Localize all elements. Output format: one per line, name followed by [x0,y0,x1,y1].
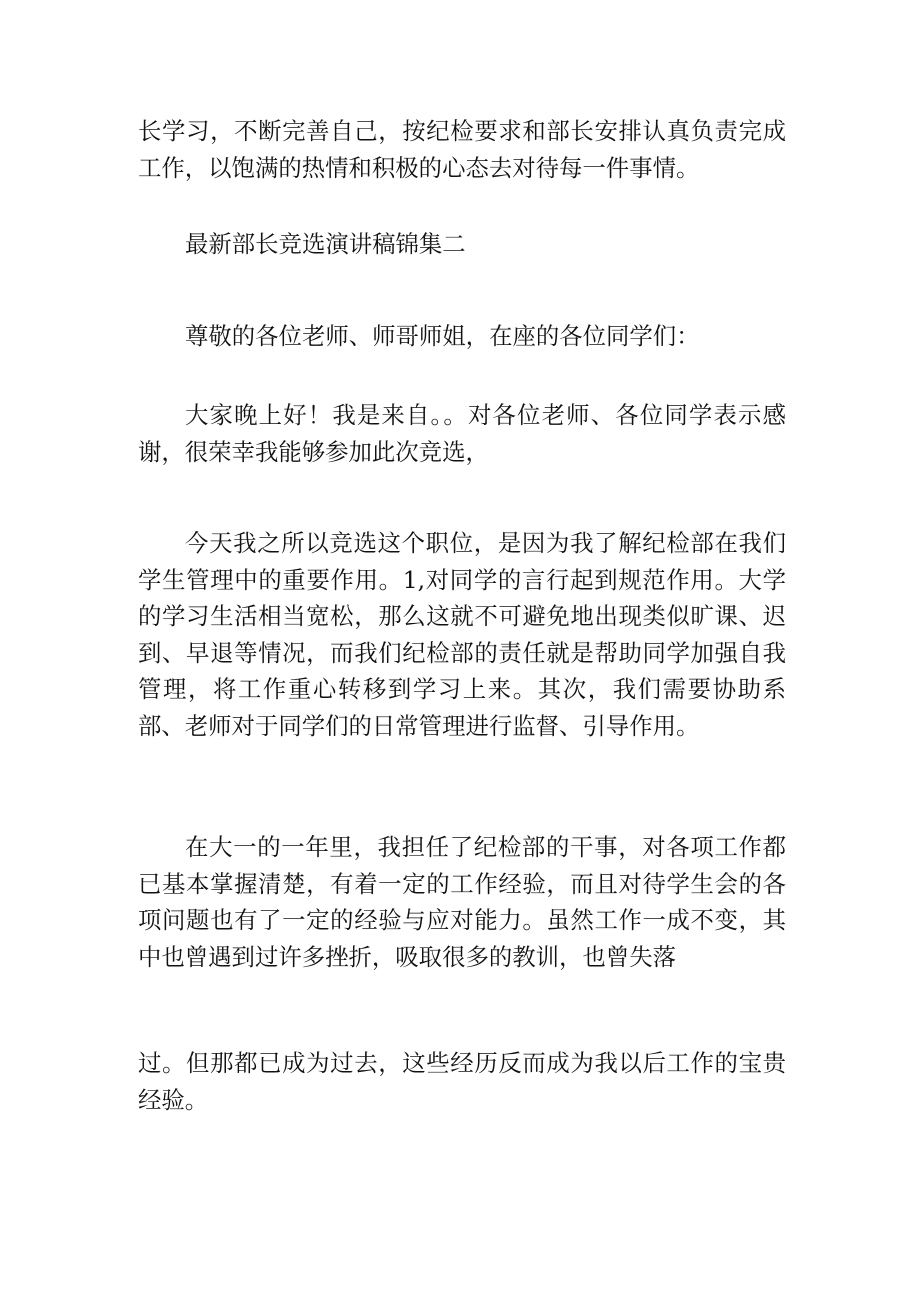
body-paragraph-experience: 在大一的一年里，我担任了纪检部的干事，对各项工作都已基本掌握清楚，有着一定的工作经验，而且对待学生会的各项问题也有了一定的经验与应对能力。虽然工作一成不变，其中也曾遇到过许多挫折，吸取很多的教训，也曾失落 [138,833,786,971]
section-title: 最新部长竞选演讲稿锦集二 [185,230,466,258]
paragraph-continuation: 长学习，不断完善自己，按纪检要求和部长安排认真负责完成工作，以饱满的热情和积极的心态去对待每一件事情。 [138,117,786,182]
body-paragraph-closing: 过。但那都已成为过去，这些经历反而成为我以后工作的宝贵经验。 [138,1049,786,1114]
greeting-paragraph: 大家晚上好！我是来自。。对各位老师、各位同学表示感谢，很荣幸我能够参加此次竞选， [138,401,786,466]
body-paragraph-reason: 今天我之所以竞选这个职位，是因为我了解纪检部在我们学生管理中的重要作用。1,对同学的言行起到规范作用。大学的学习生活相当宽松，那么这就不可避免地出现类似旷课、迟到、早退等情况，而我们纪检部的责任就是帮助同学加强自我管理，将工作重心转移到学习上来。其次，我们需要协助系部、老师对于同学们的日常管理进行监督、引导作用。 [138,529,786,740]
salutation: 尊敬的各位老师、师哥师姐，在座的各位同学们： [185,322,700,350]
